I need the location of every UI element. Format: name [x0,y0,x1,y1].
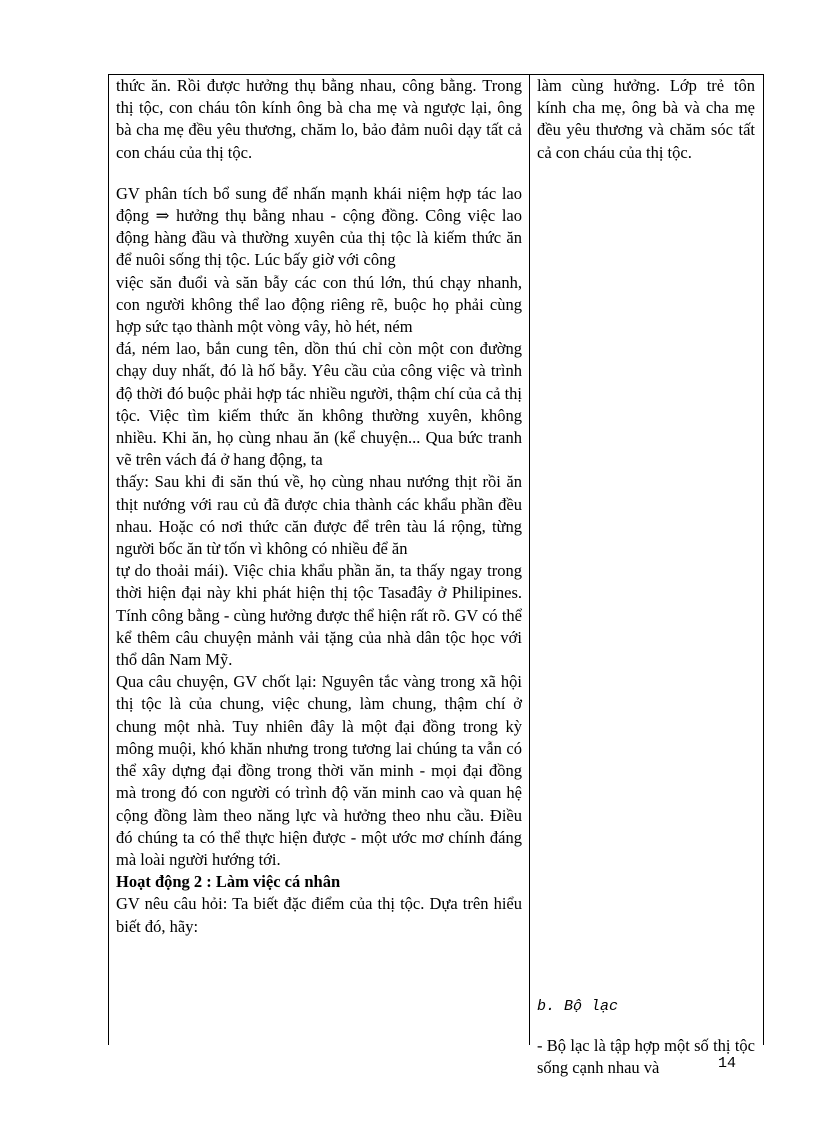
content-column [537,75,755,164]
teacher-activity-column [116,75,522,938]
paragraph: thấy: Sau khi đi săn thú về, họ cùng nhau nướng thịt rồi ăn thịt nướng với rau củ đã được chia thành các khẩu phần đều nhau. Hoặc có nơi thức căn được để trên tàu lá rộng, từng người bốc ăn từ tốn vì không có nhiều để ăn [116,472,522,559]
paragraph: làm cùng hưởng. Lớp trẻ tôn kính cha mẹ, ông bà và cha mẹ đều yêu thương và chăm sóc tất cả con cháu của thị tộc. [537,76,755,162]
content-column-section-b [537,981,755,1096]
page-number: 14 [718,1055,737,1072]
paragraph: việc săn đuổi và săn bẫy các con thú lớn, thú chạy nhanh, con người không thể lao động riêng rẽ, buộc họ phải cùng hợp sức tạo thành một vòng vây, hò hét, ném [116,272,522,337]
section-subheading: b. Bộ lạc [537,998,619,1015]
paragraph: tự do thoải mái). Việc chia khẩu phần ăn, ta thấy ngay trong thời hiện đại này khi phát hiện thị tộc Tasađây ở Philipines. Tính công bằng - cùng hưởng được thể hiện rất rõ. GV có thể kể thêm câu chuyện mảnh vải tặng của nhà dân tộc học với thổ dân Nam Mỹ. [116,561,522,670]
paragraph: thức ăn. Rồi được hưởng thụ bằng nhau, công bằng. Trong thị tộc, con cháu tôn kính ông bà cha mẹ và ngược lại, ông bà cha mẹ đều yêu thương, chăm lo, bảo đảm nuôi dạy tất cả con cháu của thị tộc. [116,76,522,162]
paragraph: Qua câu chuyện, GV chốt lại: Nguyên tắc vàng trong xã hội thị tộc là của chung, việc chung, làm chung, thậm chí ở chung một nhà. Tuy nhiên đây là một đại đồng trong kỳ mông muội, khó khăn nhưng trong tương lai chúng ta vẫn có thể xây dựng đại đồng trong thời văn minh - mọi đại đồng mà trong đó con người có trình độ văn minh cao và quan hệ cộng đồng làm theo năng lực và hưởng theo nhu cầu. Điều đó chúng ta có thể thực hiện được - một ước mơ chính đáng mà loài người hướng tới. [116,672,522,869]
column-divider [529,75,530,1045]
paragraph: GV nêu câu hỏi: Ta biết đặc điểm của thị tộc. Dựa trên hiểu biết đó, hãy: [116,894,522,936]
paragraph: GV phân tích bổ sung để nhấn mạnh khái niệm hợp tác lao động ⇒ hưởng thụ bằng nhau - cộng đồng. Công việc lao động hàng đầu và thường xuyên của thị tộc là kiếm thức ăn để nuôi sống thị tộc. Lúc bấy giờ với công [116,183,522,270]
paragraph: đá, ném lao, bắn cung tên, dồn thú chỉ còn một con đường chạy duy nhất, đó là hố bẫy. Yêu cầu của công việc và trình độ thời đó buộc phải hợp tác nhiều người, thậm chí của cả thị tộc. Việc tìm kiếm thức ăn không thường xuyên, không nhiều. Khi ăn, họ cùng nhau ăn (kể chuyện... Qua bức tranh vẽ trên vách đá ở hang động, ta [116,339,522,470]
activity-heading: Hoạt động 2 : Làm việc cá nhân [116,872,341,892]
paragraph: - Bộ lạc là tập hợp một số thị tộc sống cạnh nhau và [537,1035,755,1077]
